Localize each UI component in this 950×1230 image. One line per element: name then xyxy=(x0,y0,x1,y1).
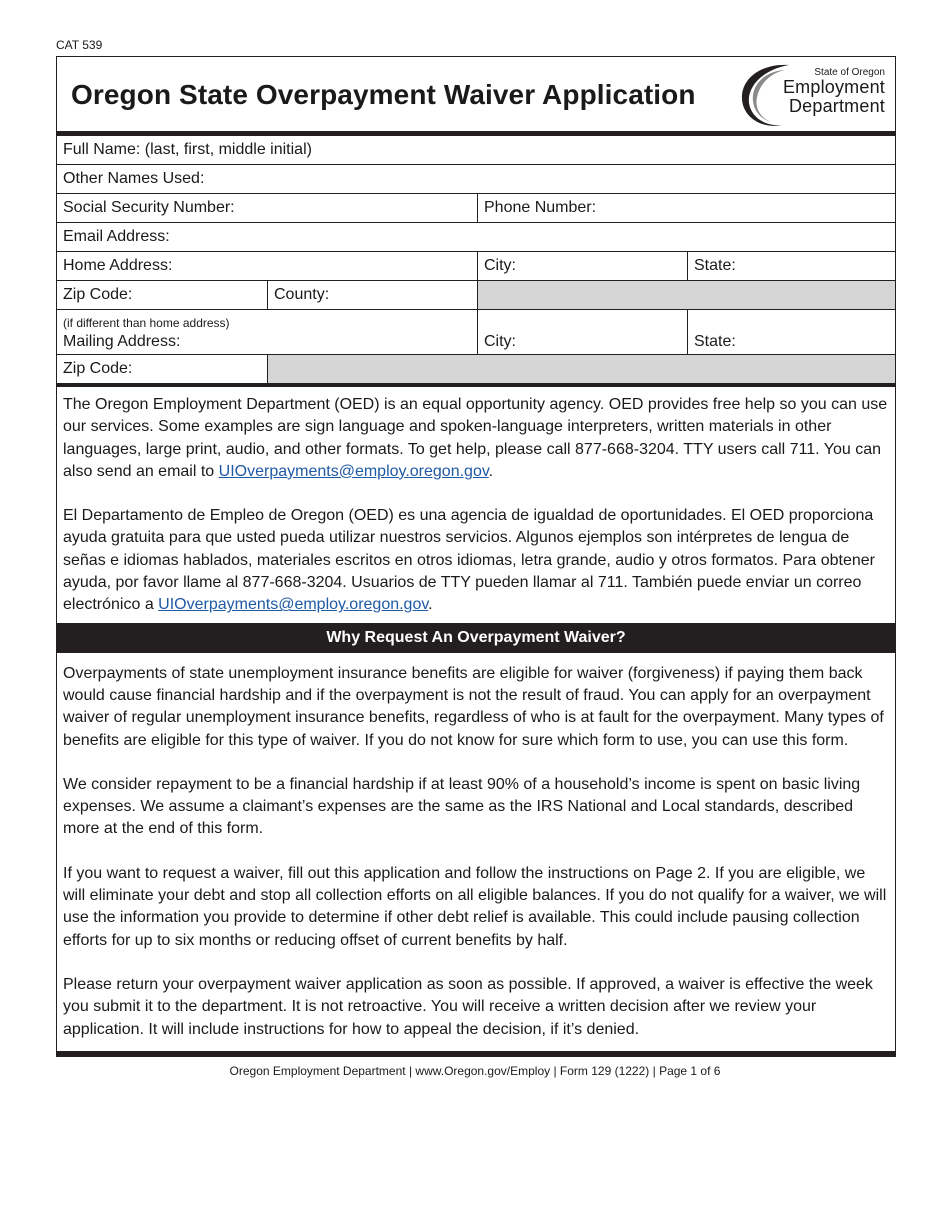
notice-english: The Oregon Employment Department (OED) is an equal opportunity agency. OED provides free help so you can use our services. Some examples are sign language and spoken-language interpreters, written materials in other languages, large print, audio, and other formats. To get help, please call 877-668-3204. TTY users call 711. You can also send an email to UIOverpayments@employ.oregon.gov. xyxy=(63,396,888,480)
email-link[interactable]: UIOverpayments@employ.oregon.gov xyxy=(218,462,489,480)
paragraph: We consider repayment to be a financial hardship if at least 90% of a household’s income is spent on basic living expenses. We assume a claimant’s expenses are the same as the IRS National and Local standards, described more at the end of this form. xyxy=(63,775,861,838)
ssn-field[interactable]: Social Security Number: xyxy=(63,199,235,216)
row-zip-county xyxy=(57,280,895,309)
email-field[interactable]: Email Address: xyxy=(63,228,170,245)
paragraph: Please return your overpayment waiver application as soon as possible. If approved, a waiver is effective the week you submit it to the department. It is not retroactive. You will receive a written decision after we review your application. It will include instructions for how to appeal the decision, if it’s denied. xyxy=(63,975,873,1038)
waiver-explanation xyxy=(57,653,895,1056)
home-city-field[interactable]: City: xyxy=(477,252,687,280)
row-full-name xyxy=(57,136,895,164)
logo-employment-text: Employment xyxy=(782,77,885,97)
other-names-field[interactable]: Other Names Used: xyxy=(63,170,205,187)
shaded-cell xyxy=(267,355,895,383)
paragraph: Overpayments of state unemployment insurance benefits are eligible for waiver (forgiveness) if paying them back would cause financial hardship and if the overpayment is not the result of fraud. You can apply for an overpayment waiver of regular unemployment insurance benefits, regardless of who is at fault for the overpayment. Many types of benefits are eligible for this type of waiver. If you do not know for sure which form to use, you can use this form. xyxy=(63,664,884,749)
mailing-state-field[interactable]: State: xyxy=(687,310,895,354)
mailing-address-field[interactable] xyxy=(57,310,477,354)
row-ssn-phone xyxy=(57,193,895,222)
row-other-names xyxy=(57,164,895,193)
section-heading: Why Request An Overpayment Waiver? xyxy=(57,623,895,653)
mailing-address-label: Mailing Address: xyxy=(63,333,181,350)
home-address-field[interactable]: Home Address: xyxy=(63,257,173,274)
full-name-field[interactable]: Full Name: (last, first, middle initial) xyxy=(63,141,312,158)
phone-field[interactable]: Phone Number: xyxy=(477,194,895,222)
row-email xyxy=(57,222,895,251)
home-state-field[interactable]: State: xyxy=(687,252,895,280)
mailing-city-field[interactable]: City: xyxy=(477,310,687,354)
notice-spanish: El Departamento de Empleo de Oregon (OED) es una agencia de igualdad de oportunidades. El OED proporciona ayuda gratuita para que usted pueda utilizar nuestros servicios. Algunos ejemplos son intérpretes de lengua de señas e idiomas hablados, materiales escritos en otros idiomas, letra grande, audio y otros formatos. Para obtener ayuda, por favor llame al 877-668-3204. Usuarios de TTY pueden llamar al 711. También puede enviar un correo electrónico a UIOverpayments@employ.oregon.gov. xyxy=(63,507,875,614)
accessibility-notice xyxy=(57,387,895,623)
email-link[interactable]: UIOverpayments@employ.oregon.gov xyxy=(158,596,429,614)
row-mailing-address xyxy=(57,309,895,354)
mailing-zip-field[interactable]: Zip Code: xyxy=(63,360,133,377)
form-code: CAT 539 xyxy=(56,38,103,52)
row-mailing-zip xyxy=(57,354,895,387)
oed-logo xyxy=(737,61,887,129)
application-form xyxy=(56,56,896,1057)
logo-state-text: State of Oregon xyxy=(814,67,885,78)
home-zip-field[interactable]: Zip Code: xyxy=(63,286,133,303)
mailing-note: (if different than home address) xyxy=(63,316,230,330)
paragraph: If you want to request a waiver, fill out this application and follow the instructions on Page 2. If you are eligible, we will eliminate your debt and stop all collection efforts on all eligible balances. If you do not qualify for a waiver, we will use the information you provide to determine if other debt relief is available. This could include pausing collection efforts for up to six months or reducing offset of current benefits by half. xyxy=(63,864,887,949)
page-title: Oregon State Overpayment Waiver Application xyxy=(71,79,696,110)
logo-department-text: Department xyxy=(788,96,885,116)
row-home-address xyxy=(57,251,895,280)
page-footer: Oregon Employment Department | www.Oregon.gov/Employ | Form 129 (1222) | Page 1 of 6 xyxy=(229,1064,721,1078)
shaded-cell xyxy=(477,281,895,309)
form-header xyxy=(57,57,895,136)
county-field[interactable]: County: xyxy=(267,281,477,309)
